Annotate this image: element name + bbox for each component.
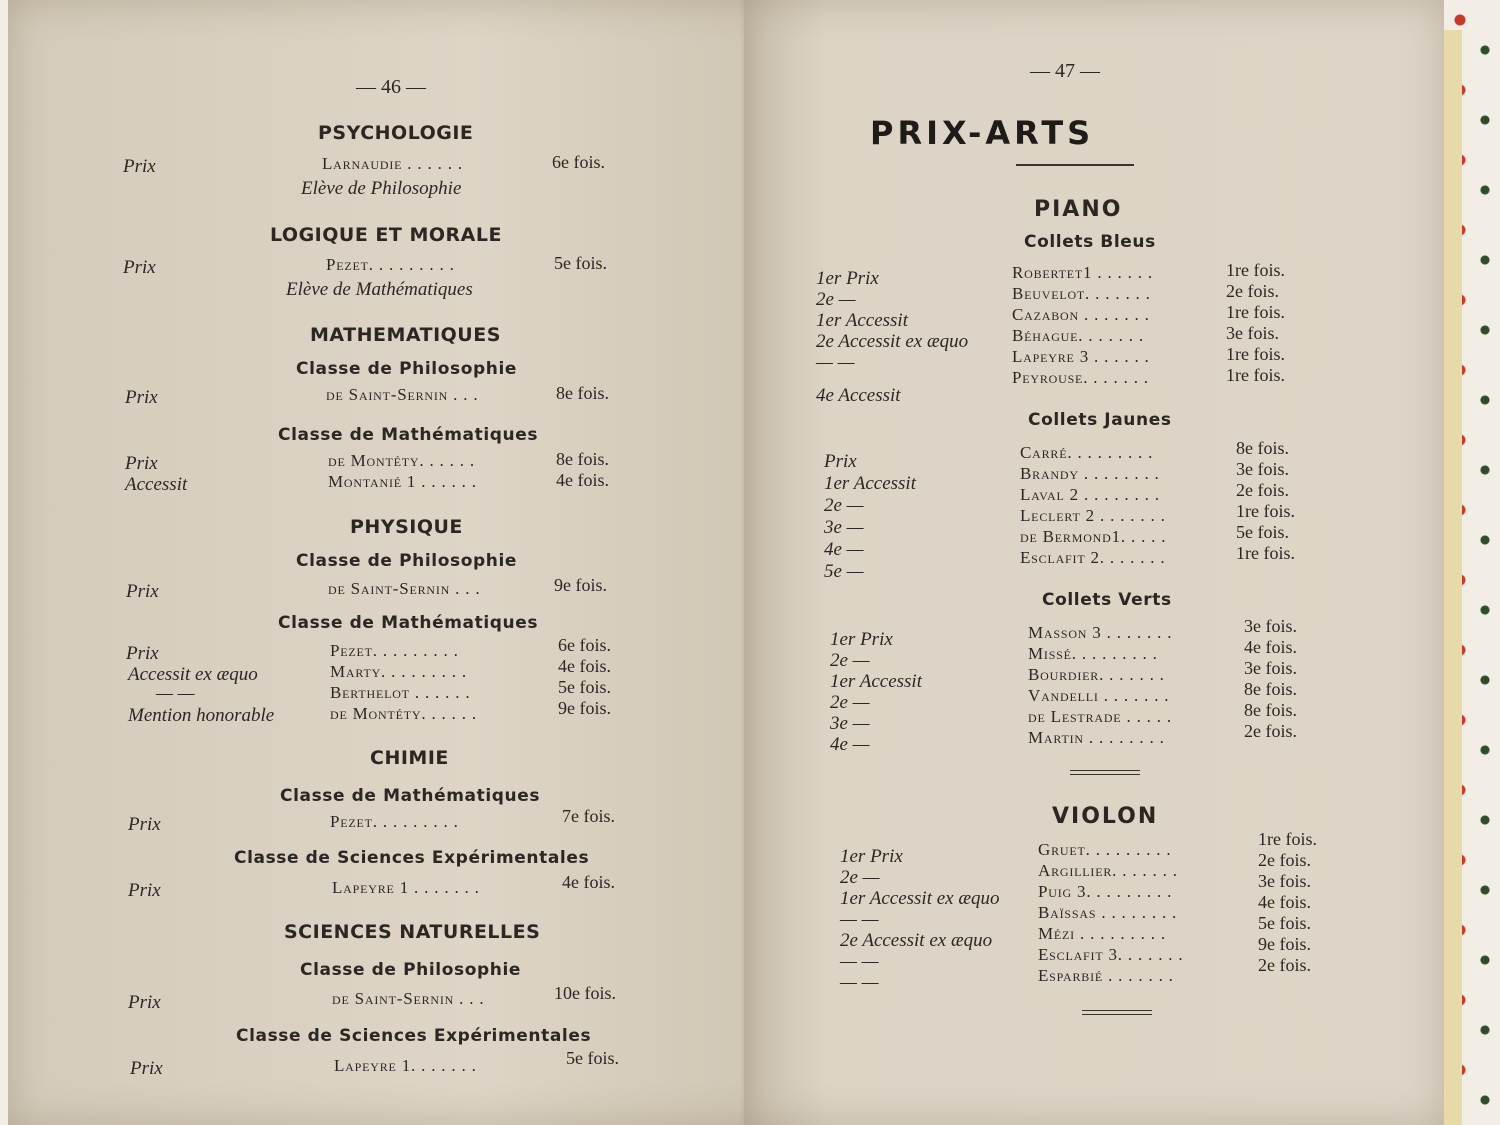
count: 6e fois. [558, 635, 611, 655]
student-name: Baïssas . . . . . . . . [1038, 903, 1178, 922]
prize-label: 3e — [830, 713, 870, 734]
prize-label: 2e — [830, 692, 870, 713]
count: 9e fois. [554, 575, 607, 595]
count: 8e fois. [1244, 679, 1297, 699]
class-subtitle: Classe de Mathématiques [278, 613, 539, 633]
class-subtitle: Classe de Mathématiques [278, 425, 539, 445]
count: 3e fois. [1244, 658, 1297, 678]
student-name: Leclert 2 . . . . . . . [1020, 506, 1166, 525]
class-subtitle: Classe de Mathématiques [280, 786, 541, 806]
count: 4e fois. [556, 470, 609, 490]
prize-label: 3e — [824, 517, 864, 538]
count: 6e fois. [552, 152, 605, 172]
student-name: de Lestrade . . . . . [1028, 707, 1172, 726]
student-name: de Saint-Sernin . . . [328, 579, 481, 598]
student-name: Beuvelot. . . . . . . [1012, 284, 1151, 303]
student-name: Lapeyre 3 . . . . . . [1012, 347, 1150, 366]
count: 8e fois. [556, 383, 609, 403]
student-name: Pezet. . . . . . . . . [330, 641, 459, 660]
student-name: Vandelli . . . . . . . [1028, 686, 1170, 705]
count: 9e fois. [1258, 934, 1311, 954]
prize-label: — — [840, 972, 879, 993]
student-name: Lapeyre 1 . . . . . . . [332, 878, 480, 897]
student-name: Esparbié . . . . . . . [1038, 966, 1174, 985]
prize-label: Prix [125, 453, 158, 474]
prize-label: 5e — [824, 561, 864, 582]
student-name: Mézi . . . . . . . . . [1038, 924, 1166, 943]
prize-label: — — [816, 352, 855, 373]
count: 4e fois. [1244, 637, 1297, 657]
student-name: Laval 2 . . . . . . . . [1020, 485, 1160, 504]
count: 10e fois. [554, 983, 616, 1003]
count: 2e fois. [1244, 721, 1297, 741]
section-title: PHYSIQUE [350, 516, 463, 538]
student-name: Marty. . . . . . . . . [330, 662, 467, 681]
left-page [8, 0, 784, 1125]
student-name: Larnaudie . . . . . . [322, 154, 463, 173]
count: 1re fois. [1226, 365, 1285, 385]
prize-label: 2e — [830, 650, 870, 671]
student-name: Peyrouse. . . . . . . [1012, 368, 1149, 387]
prize-label: 4e Accessit [816, 385, 901, 406]
student-name: Cazabon . . . . . . . [1012, 305, 1150, 324]
student-name: Missé. . . . . . . . . [1028, 644, 1158, 663]
section-rule [1070, 770, 1140, 775]
count: 1re fois. [1226, 344, 1285, 364]
class-subtitle: Classe de Philosophie [300, 960, 521, 980]
student-name: Robertet1 . . . . . . [1012, 263, 1153, 282]
count: 1re fois. [1226, 302, 1285, 322]
class-subtitle: Classe de Philosophie [296, 551, 517, 571]
page-number: — 47 — [1030, 60, 1100, 82]
prize-label: 2e — [824, 495, 864, 516]
class-subtitle: Collets Jaunes [1028, 410, 1172, 430]
prize-label: Prix [126, 581, 159, 602]
student-name: de Montéty. . . . . . [330, 704, 477, 723]
class-subtitle: Collets Bleus [1024, 232, 1156, 252]
count: 2e fois. [1236, 480, 1289, 500]
page-title: PRIX-ARTS [870, 114, 1095, 152]
section-title: SCIENCES NATURELLES [284, 921, 541, 943]
section-title: VIOLON [1052, 804, 1159, 829]
class-subtitle: Classe de Sciences Expérimentales [234, 848, 590, 868]
prize-label: 1er Prix [840, 846, 903, 867]
student-name: Berthelot . . . . . . [330, 683, 471, 702]
prize-label: 2e Accessit ex æquo [816, 331, 969, 352]
prize-label: Prix [128, 992, 161, 1013]
prize-label: 1er Prix [816, 268, 879, 289]
note: Elève de Mathématiques [286, 279, 473, 300]
count: 2e fois. [1258, 955, 1311, 975]
prize-label: Prix [128, 814, 161, 835]
prize-label: 2e Accessit ex æquo [840, 930, 993, 951]
title-rule [1016, 164, 1134, 166]
prize-label: Accessit [125, 474, 188, 495]
prize-label: — — [156, 683, 195, 704]
prize-label: 2e — [840, 867, 880, 888]
count: 8e fois. [556, 449, 609, 469]
student-name: de Saint-Sernin . . . [326, 385, 479, 404]
student-name: Esclafit 3. . . . . . . [1038, 945, 1184, 964]
count: 3e fois. [1236, 459, 1289, 479]
count: 2e fois. [1226, 281, 1279, 301]
prize-label: 4e — [830, 734, 870, 755]
prize-label: 1er Accessit [816, 310, 908, 331]
student-name: de Bermond1. . . . . [1020, 527, 1167, 546]
student-name: de Montéty. . . . . . [328, 451, 475, 470]
count: 5e fois. [566, 1048, 619, 1068]
count: 3e fois. [1244, 616, 1297, 636]
prize-label: Prix [125, 387, 158, 408]
prize-label: — — [840, 951, 879, 972]
count: 1re fois. [1258, 829, 1317, 849]
student-name: Brandy . . . . . . . . [1020, 464, 1160, 483]
prize-label: 2e — [816, 289, 856, 310]
prize-label: 1er Prix [830, 629, 893, 650]
count: 5e fois. [1258, 913, 1311, 933]
count: 3e fois. [1258, 871, 1311, 891]
count: 4e fois. [562, 872, 615, 892]
student-name: Pezet. . . . . . . . . [330, 812, 459, 831]
section-title: PSYCHOLOGIE [318, 122, 474, 144]
student-name: Martin . . . . . . . . [1028, 728, 1165, 747]
student-name: Masson 3 . . . . . . . [1028, 623, 1173, 642]
section-title: MATHEMATIQUES [310, 324, 501, 346]
student-name: Esclafit 2. . . . . . . [1020, 548, 1166, 567]
student-name: Montanié 1 . . . . . . [328, 472, 477, 491]
prize-label: Prix [123, 257, 156, 278]
count: 1re fois. [1226, 260, 1285, 280]
count: 4e fois. [1258, 892, 1311, 912]
prize-label: Prix [123, 156, 156, 177]
prize-label: Prix [126, 643, 159, 664]
count: 5e fois. [554, 253, 607, 273]
section-title: CHIMIE [370, 747, 449, 769]
count: 8e fois. [1244, 700, 1297, 720]
student-name: Bourdier. . . . . . . [1028, 665, 1165, 684]
count: 1re fois. [1236, 543, 1295, 563]
note: Elève de Philosophie [301, 178, 462, 199]
count: 3e fois. [1226, 323, 1279, 343]
section-rule [1082, 1010, 1152, 1015]
prize-label: — — [840, 909, 879, 930]
student-name: Carré. . . . . . . . . [1020, 443, 1154, 462]
prize-label: Mention honorable [128, 705, 275, 726]
count: 7e fois. [562, 806, 615, 826]
section-title: LOGIQUE ET MORALE [270, 224, 502, 246]
prize-label: Prix [130, 1058, 163, 1079]
section-title: PIANO [1034, 197, 1123, 222]
class-subtitle: Collets Verts [1042, 590, 1172, 610]
student-name: Argillier. . . . . . . [1038, 861, 1178, 880]
count: 5e fois. [1236, 522, 1289, 542]
count: 5e fois. [558, 677, 611, 697]
prize-label: 1er Accessit [830, 671, 922, 692]
page-number: — 46 — [356, 76, 426, 98]
student-name: de Saint-Sernin . . . [332, 989, 485, 1008]
student-name: Lapeyre 1. . . . . . . [334, 1056, 477, 1075]
class-subtitle: Classe de Philosophie [296, 359, 517, 379]
prize-label: 4e — [824, 539, 864, 560]
prize-label: Prix [128, 880, 161, 901]
count: 1re fois. [1236, 501, 1295, 521]
count: 4e fois. [558, 656, 611, 676]
prize-label: Accessit ex æquo [128, 664, 258, 685]
student-name: Gruet. . . . . . . . . [1038, 840, 1172, 859]
prize-label: 1er Accessit ex æquo [840, 888, 1000, 909]
student-name: Béhague. . . . . . . [1012, 326, 1144, 345]
right-page [744, 0, 1444, 1125]
class-subtitle: Classe de Sciences Expérimentales [236, 1026, 592, 1046]
count: 2e fois. [1258, 850, 1311, 870]
student-name: Puig 3. . . . . . . . . [1038, 882, 1173, 901]
prize-label: Prix [824, 451, 857, 472]
count: 8e fois. [1236, 438, 1289, 458]
count: 9e fois. [558, 698, 611, 718]
student-name: Pezet. . . . . . . . . [326, 255, 455, 274]
prize-label: 1er Accessit [824, 473, 916, 494]
